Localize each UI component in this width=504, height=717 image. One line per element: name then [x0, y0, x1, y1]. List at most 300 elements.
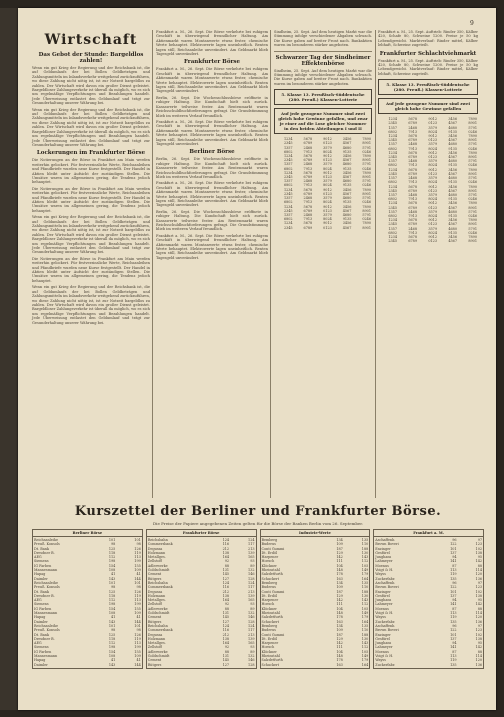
stock-cell: Commerzbank — [147, 542, 173, 547]
stock-cell: Adlerwerke — [147, 649, 168, 654]
stock-cell: 119 — [450, 572, 457, 577]
stock-cell: Degussa — [147, 589, 163, 594]
stock-cell: Siemens — [34, 559, 49, 564]
lottery-number: 9135 — [342, 183, 352, 188]
stock-cell: 178 — [336, 615, 343, 620]
lottery-number: 8901 — [468, 171, 477, 176]
stock-cell: 101 — [134, 580, 141, 585]
stock-cell: 128 — [248, 576, 255, 581]
divider — [274, 51, 372, 52]
lottery-number: 1234 — [388, 184, 397, 189]
lottery-box: 5. Klasse 13. Preußisch-Süddeutsche (280. Preuß.) Klassen-Lotterie — [378, 79, 478, 95]
stock-listing — [32, 504, 484, 702]
lottery-number: 8901 — [468, 239, 477, 244]
stock-cell: 142 — [336, 555, 343, 560]
stock-cell: Rheinstahl — [261, 654, 280, 659]
lottery-number: 7890 — [468, 134, 477, 139]
lottery-number: 0246 — [362, 183, 371, 188]
article-body: Die Notierungen an der Börse in Frankfurt am Main werden weiterhin gelockert. Für festverzinsliche Werte, Reichsanleihen und Pfandbriefe wurden neue Kurse festgestellt. Der Handel in Aktien bleibt unter Aufsicht der zuständigen Stellen. Die Umsätze waren im allgemeinen gering, die Tendenz jedoch behauptet. — [32, 158, 150, 185]
stock-cell: 134 — [336, 580, 343, 585]
stock-cell: 112 — [108, 641, 116, 646]
lottery-number: 5791 — [468, 125, 477, 130]
stock-cell: 142 — [475, 645, 483, 650]
lottery-number: 5678 — [408, 167, 417, 172]
article-body: Die Notierungen an der Börse in Frankfurt am Main werden weiterhin gelockert. Für festverzinsliche Werte, Reichsanleihen und Pfandbriefe wurden neue Kurse festgestellt. Der Handel in Aktien bleibt unter Aufsicht der zuständigen Stellen. Die Umsätze waren im allgemeinen gering, die Tendenz jedoch behauptet. — [32, 186, 150, 213]
lottery-number: 4680 — [342, 145, 352, 150]
lottery-number: 9012 — [428, 201, 437, 206]
stock-cell: 129 — [336, 636, 343, 641]
stock-cell: 138 — [222, 593, 230, 598]
stock-cell: Schuckert — [261, 576, 280, 581]
lottery-number: 9012 — [428, 150, 437, 155]
stock-cell: Adlerwerke — [147, 606, 168, 611]
binding-gutter — [0, 8, 18, 710]
lottery-number: 3579 — [428, 159, 437, 164]
stock-cell: 101 — [108, 538, 116, 542]
stock-cell: 94 — [452, 598, 457, 603]
stock-cell: 165 — [248, 598, 255, 603]
lottery-number: 4680 — [448, 176, 457, 181]
stock-cell: 97 — [477, 580, 483, 585]
article-body: Frankfurt a. M., 25. Sept. Auftrieb: Rinder 350, Kälber 420, Schafe 80, Schweine 1200. Preise je 50 kg Lebendgewicht. Marktverlauf: Rinder mittel, Kälber lebhaft, Schweine zugeteilt. — [378, 30, 478, 48]
stock-cell: Schuckert — [261, 619, 280, 624]
lottery-number: 0246 — [362, 166, 371, 171]
stock-cell: 101 — [134, 623, 141, 628]
stock-table-header — [33, 530, 142, 537]
lottery-number: 7890 — [362, 137, 371, 142]
lottery-number: 7890 — [362, 204, 371, 209]
lottery-number: 1234 — [388, 134, 397, 139]
lottery-number: 4567 — [448, 188, 457, 193]
stock-cell: Daimler — [34, 619, 48, 624]
stock-cell: 187 — [336, 632, 343, 637]
column-rule — [375, 30, 376, 498]
stock-cell: Conti Gummi — [261, 589, 285, 594]
stock-cell: 95 — [477, 641, 483, 646]
article-heading: Lockerungen im Frankfurter Börse — [36, 150, 146, 157]
lottery-number: 6802 — [388, 230, 397, 235]
stock-cell: Hapag — [34, 658, 46, 663]
number-row — [378, 239, 478, 243]
stock-cell: Metallges. — [147, 555, 166, 560]
lottery-number: 4680 — [342, 179, 352, 184]
stock-cell: 199 — [134, 559, 141, 564]
lottery-number: 6789 — [303, 208, 313, 213]
lottery-number: 0246 — [468, 197, 477, 202]
lottery-number: 8901 — [468, 205, 477, 210]
stock-cell: 149 — [361, 611, 369, 616]
stock-cell: 155 — [134, 606, 141, 611]
stock-cell: 118 — [108, 593, 116, 598]
lottery-number: 2345 — [283, 191, 293, 196]
stock-cell: 164 — [361, 576, 369, 581]
stock-table-label: Frankfurt a. M. — [413, 531, 445, 535]
stock-cell: 149 — [361, 568, 369, 573]
lottery-number: 4567 — [448, 239, 457, 244]
lottery-number: 1357 — [388, 192, 397, 197]
stock-cell: 132 — [248, 568, 255, 573]
stock-cell: 163 — [336, 619, 343, 624]
lottery-number: 5791 — [468, 142, 477, 147]
stock-cell: Aschaffenb. — [375, 623, 396, 628]
lottery-number: 7890 — [468, 150, 477, 155]
lottery-number: 9012 — [323, 187, 332, 192]
lottery-number: 3456 — [448, 184, 457, 189]
lottery-number: 6802 — [283, 217, 293, 222]
stock-cell: 199 — [134, 602, 141, 607]
stock-cell: Dt. Bank — [34, 589, 49, 594]
lottery-number: 3456 — [448, 218, 457, 223]
stock-cell: 198 — [108, 645, 116, 650]
number-row — [274, 226, 372, 230]
stock-cell: 212 — [222, 632, 230, 637]
column-1 — [32, 30, 150, 327]
stock-cell: 164 — [222, 555, 230, 560]
stock-cell: 112 — [361, 559, 369, 564]
lottery-number: 6802 — [388, 163, 397, 168]
stock-cell: 131 — [222, 654, 230, 659]
column-2 — [156, 30, 268, 262]
stock-cell: 129 — [336, 593, 343, 598]
stock-cell: 87 — [452, 606, 457, 611]
lottery-number: 8024 — [323, 149, 332, 154]
stock-cell: 132 — [248, 654, 255, 659]
stock-cell: 112 — [108, 598, 116, 603]
article-heading: Frankfurter Schlachtviehmarkt — [379, 50, 477, 57]
stock-cell: 165 — [248, 641, 255, 646]
stock-cell: 117 — [248, 628, 255, 633]
stock-cell: 119 — [134, 636, 141, 641]
lottery-number: 7913 — [303, 200, 313, 205]
column-rule — [152, 30, 153, 498]
lottery-number: 9135 — [342, 217, 352, 222]
lottery-number: 6789 — [408, 239, 417, 244]
stock-cell: Mannesmann — [34, 611, 58, 616]
stock-cell: 141 — [450, 559, 457, 564]
lottery-number: 0123 — [323, 208, 332, 213]
stock-cell: 119 — [134, 550, 141, 555]
lottery-number: 0246 — [468, 163, 477, 168]
stock-cell: Wayss — [375, 572, 386, 577]
lottery-number: 7913 — [408, 129, 417, 134]
stock-cell: 117 — [248, 585, 255, 590]
lottery-number: 9012 — [323, 170, 332, 175]
stock-cell: 213 — [248, 546, 255, 551]
stock-cell: 144 — [134, 576, 141, 581]
lottery-number: 1357 — [388, 176, 397, 181]
lottery-number: 5791 — [468, 209, 477, 214]
lottery-number: 5791 — [468, 226, 477, 231]
column-4 — [378, 30, 478, 243]
lottery-number: 5678 — [408, 134, 417, 139]
stock-row — [262, 663, 369, 667]
stock-cell: Moenus — [375, 649, 389, 654]
lottery-number: 1357 — [388, 142, 397, 147]
stock-cell: 135 — [361, 580, 369, 585]
lottery-number: 6789 — [303, 141, 313, 146]
stock-cell: 101 — [134, 538, 141, 542]
stock-cell: 98 — [111, 585, 116, 590]
lottery-number: 8024 — [323, 166, 332, 171]
lottery-number: 7913 — [408, 146, 417, 151]
lottery-number: 5791 — [468, 176, 477, 181]
stock-cell: 164 — [222, 641, 230, 646]
stock-cell: Hapag — [34, 572, 46, 577]
lottery-number: 0123 — [323, 225, 332, 230]
lottery-number: 6802 — [283, 166, 293, 171]
lottery-number: 4567 — [448, 222, 457, 227]
stock-cell: Mannesmann — [34, 568, 58, 573]
lottery-number: 6789 — [408, 155, 417, 160]
lottery-number: 3456 — [448, 234, 457, 239]
lottery-number: 5678 — [303, 187, 313, 192]
stock-cell: 104 — [336, 649, 343, 654]
article-heading: Schwarzer Tag der Sindheimer Effektenbörse — [275, 54, 371, 67]
stock-cell: 137 — [450, 636, 457, 641]
lottery-number: 0246 — [362, 200, 371, 205]
stock-cell: 123 — [475, 542, 483, 547]
lottery-number: 3456 — [342, 154, 352, 159]
stock-cell: Gesfürel — [375, 550, 390, 555]
lottery-number: 2345 — [388, 239, 397, 244]
lottery-number: 0123 — [428, 155, 437, 160]
stock-cell: Degussa — [147, 546, 163, 551]
stock-cell: 130 — [361, 593, 369, 598]
lottery-note: Auf jede gezogene Nummer sind zwei gleich hohe Gewinne gefallen — [378, 98, 478, 114]
lottery-number: 2345 — [388, 121, 397, 126]
stock-cell: 41 — [111, 658, 116, 663]
stock-cell: Brown Boveri — [375, 628, 399, 633]
lottery-number: 9012 — [323, 204, 332, 209]
lottery-number: 6789 — [408, 222, 417, 227]
lottery-number: 1357 — [283, 162, 293, 167]
stock-cell: 96 — [452, 623, 457, 628]
lottery-number: 7890 — [362, 170, 371, 175]
stock-cell: 122 — [450, 585, 457, 590]
stock-cell: AEG — [34, 641, 42, 646]
stock-cell: 101 — [108, 580, 116, 585]
stock-cell: 116 — [222, 628, 230, 633]
stock-cell: 144 — [134, 662, 141, 667]
lottery-number: 0246 — [468, 180, 477, 185]
stock-cell: 97 — [477, 538, 483, 542]
stock-cell: Adlerwerke — [147, 563, 168, 568]
lottery-number: 1234 — [283, 204, 293, 209]
stock-cell: 164 — [361, 619, 369, 624]
lottery-number: 7913 — [303, 183, 313, 188]
lottery-number: 2468 — [408, 209, 417, 214]
lottery-number: 3579 — [323, 212, 332, 217]
stock-cell: 114 — [475, 611, 483, 616]
stock-cell: IG Farben — [34, 563, 52, 568]
article-body: Wenn ein gut Krieg der Regierung und der Reichsbank ist, die auf Geldumlaufs der bei Bollen Geldbeträgen und Zahlungsmitteln im Inlandsverkehr weitgehend zurückzuführen, wo diese Zahlung nicht nötig ist, ist zur Notzeit bargeldlos zu zahlen. Der Wirtschaft wird davon ein großer Dienst geleistet. Bargeldloser Zahlungsverkehr ist überall da möglich, wo es sich um regelmäßige Verpflichtungen und Bezahlungen handelt. Jede Überweisung entlastet den Geldumlauf und trägt zur Gesunderhaltung unserer Währung bei. — [32, 285, 150, 325]
stock-cell: 123 — [475, 585, 483, 590]
stock-cell: 143 — [108, 619, 116, 624]
stock-cell: Rütgers — [147, 576, 162, 581]
stock-cell: Klöckner — [261, 606, 277, 611]
lottery-number: 8024 — [323, 200, 332, 205]
lottery-number: 3579 — [323, 145, 332, 150]
stock-cell: 122 — [450, 542, 457, 547]
lottery-number: 7913 — [303, 217, 313, 222]
stock-cell: 187 — [336, 589, 343, 594]
lottery-number: 1357 — [388, 226, 397, 231]
stock-cell: Hoesch — [261, 559, 275, 564]
lottery-number: 2345 — [388, 222, 397, 227]
stock-cell: 164 — [222, 598, 230, 603]
stock-cell: Rheinstahl — [261, 611, 280, 616]
stock-table — [32, 529, 143, 669]
stock-cell: 124 — [248, 538, 255, 542]
lottery-number: 8024 — [323, 217, 332, 222]
lottery-number: 4567 — [342, 208, 352, 213]
lottery-number: 2468 — [303, 179, 313, 184]
stock-cell: Bemberg — [261, 623, 278, 628]
lottery-number: 3579 — [428, 192, 437, 197]
lottery-number: 4567 — [342, 175, 352, 180]
lottery-number: 3579 — [428, 176, 437, 181]
stock-cell: 213 — [248, 589, 255, 594]
stock-table-label: Frankfurter Börse — [182, 531, 220, 535]
lottery-number: 3579 — [428, 142, 437, 147]
stock-cell: Hoesch — [261, 645, 275, 650]
stock-cell: 119 — [134, 593, 141, 598]
lottery-number: 1234 — [283, 221, 293, 226]
stock-cell: Dt. Bank — [34, 546, 49, 551]
stock-cell: 113 — [134, 555, 141, 560]
stock-cell: 154 — [108, 563, 116, 568]
stock-cell: 165 — [248, 555, 255, 560]
stock-cell: 143 — [108, 662, 116, 667]
article-body: Frankfurt a. M., 25. Sept. Auftrieb: Rinder 350, Kälber 420, Schafe 80, Schweine 1200. Preise je 50 kg Lebendgewicht. Marktverlauf: Rinder mittel, Kälber lebhaft, Schweine zugeteilt. — [378, 58, 478, 76]
stock-cell: Dt. Bank — [34, 632, 49, 637]
stock-cell: Siemens — [34, 602, 49, 607]
stock-cell: Reichsbahn — [147, 623, 168, 628]
lottery-number: 8024 — [428, 129, 437, 134]
stock-table-label: Berliner Börse — [72, 531, 103, 535]
stock-cell: Goldschmidt — [147, 611, 170, 616]
stock-cell: 105 — [361, 563, 369, 568]
stock-cell: Dresdner B. — [34, 550, 55, 555]
lottery-number: 9135 — [448, 230, 457, 235]
article-body: Frankfurt a. M., 26. Sept. Die Börse verkehrte bei ruhigem Geschäft in überwiegend freundlicher Haltung. Am Aktienmarkt waren Montanwerte etwas fester, chemische Werte behauptet. Elektrowerte lagen uneinheitlich. Renten lagen still, Reichsanleihe unverändert. Am Geldmarkt blieb Tagesgeld unverändert. — [156, 67, 268, 94]
stock-cell: Daimler — [34, 576, 48, 581]
lottery-number: 7890 — [362, 154, 371, 159]
lottery-number: 8901 — [468, 138, 477, 143]
stock-cell: 135 — [361, 623, 369, 628]
lottery-number: 4567 — [448, 171, 457, 176]
lottery-number: 6802 — [388, 213, 397, 218]
lottery-number: 1234 — [388, 218, 397, 223]
stock-cell: 143 — [108, 576, 116, 581]
stock-cell: 93 — [250, 602, 255, 607]
lottery-number: 2345 — [388, 155, 397, 160]
lottery-number: 3456 — [448, 201, 457, 206]
lottery-number: 6789 — [408, 205, 417, 210]
lottery-number: 1234 — [283, 187, 293, 192]
lottery-number: 3456 — [342, 187, 352, 192]
stock-cell: 198 — [108, 602, 116, 607]
stock-cell: 113 — [450, 568, 457, 573]
stock-cell: 41 — [111, 572, 116, 577]
stock-cell: 126 — [134, 589, 141, 594]
lottery-number: 7890 — [468, 167, 477, 172]
lottery-number: 0246 — [468, 146, 477, 151]
column-3 — [274, 30, 372, 230]
lottery-number: 2468 — [408, 125, 417, 130]
lottery-number: 5791 — [362, 212, 371, 217]
stock-cell: IG Farben — [34, 606, 52, 611]
stock-cell: 88 — [477, 606, 483, 611]
stock-cell: 87 — [452, 563, 457, 568]
lottery-number: 8901 — [362, 175, 371, 180]
lottery-number: 9135 — [448, 213, 457, 218]
lottery-number: 1357 — [283, 145, 293, 150]
lottery-number: 2345 — [388, 188, 397, 193]
stock-cell: Hapag — [34, 615, 46, 620]
stock-cell: 146 — [248, 615, 255, 620]
stock-cell: Holzmann — [147, 593, 166, 598]
lottery-number: 1234 — [388, 167, 397, 172]
lottery-number: 7913 — [303, 166, 313, 171]
stock-row — [148, 663, 255, 667]
stock-cell: Dt. Erdöl — [261, 550, 278, 555]
stock-cell: 148 — [336, 568, 343, 573]
lottery-number: 5678 — [303, 154, 313, 159]
stock-table-header — [261, 530, 370, 537]
lottery-number: 9135 — [448, 180, 457, 185]
stock-cell: Aschaffenb. — [375, 538, 396, 542]
stock-cell: 124 — [248, 580, 255, 585]
stock-cell: 94 — [452, 641, 457, 646]
lottery-number: 4680 — [448, 159, 457, 164]
stock-cell: 145 — [222, 658, 230, 663]
lottery-number: 9135 — [342, 200, 352, 205]
stock-cell: Commerzbank — [147, 628, 173, 633]
lottery-number: 6789 — [303, 175, 313, 180]
lottery-number: 2345 — [388, 171, 397, 176]
lottery-number: 2468 — [408, 226, 417, 231]
stock-cell: 142 — [475, 559, 483, 564]
stock-cell: 139 — [248, 636, 255, 641]
stock-cell: 178 — [336, 572, 343, 577]
stock-cell: Metallges. — [147, 598, 166, 603]
lottery-number: 0246 — [362, 217, 371, 222]
article-body: Wenn ein gut Krieg der Regierung und der Reichsbank ist, die auf Geldumlaufs der bei Bollen Geldbeträgen und Zahlungsmitteln im Inlandsverkehr weitgehend zurückzuführen, wo diese Zahlung nicht nötig ist, ist zur Notzeit bargeldlos zu zahlen. Der Wirtschaft wird davon ein großer Dienst geleistet. Bargeldloser Zahlungsverkehr ist überall da möglich, wo es sich um regelmäßige Verpflichtungen und Bezahlungen handelt. Jede Überweisung entlastet den Geldumlauf und trägt zur Gesunderhaltung unserer Währung bei. — [32, 215, 150, 255]
lottery-number: 7890 — [468, 201, 477, 206]
stock-cell: 146 — [248, 572, 255, 577]
stock-cell: 98 — [136, 628, 141, 633]
stock-cell: Hoesch — [261, 602, 275, 607]
lottery-number: 7913 — [408, 230, 417, 235]
stock-cell: 108 — [108, 568, 116, 573]
lottery-number: 6789 — [408, 138, 417, 143]
lottery-number: 6789 — [408, 171, 417, 176]
lottery-number: 7890 — [362, 221, 371, 226]
stock-cell: Lahmeyer — [375, 602, 393, 607]
lottery-number: 0123 — [323, 191, 332, 196]
stock-cell: Junghans — [375, 598, 392, 603]
stock-cell: 116 — [222, 585, 230, 590]
stock-cell: 41 — [136, 572, 141, 577]
stock-cell: Dt. Erdöl — [261, 636, 278, 641]
stock-cell: Metallges. — [147, 641, 166, 646]
lottery-number: 1234 — [283, 170, 293, 175]
lottery-number: 4680 — [448, 125, 457, 130]
newspaper-page — [18, 8, 496, 710]
stock-cell: 155 — [134, 563, 141, 568]
stock-cell: 199 — [134, 645, 141, 650]
